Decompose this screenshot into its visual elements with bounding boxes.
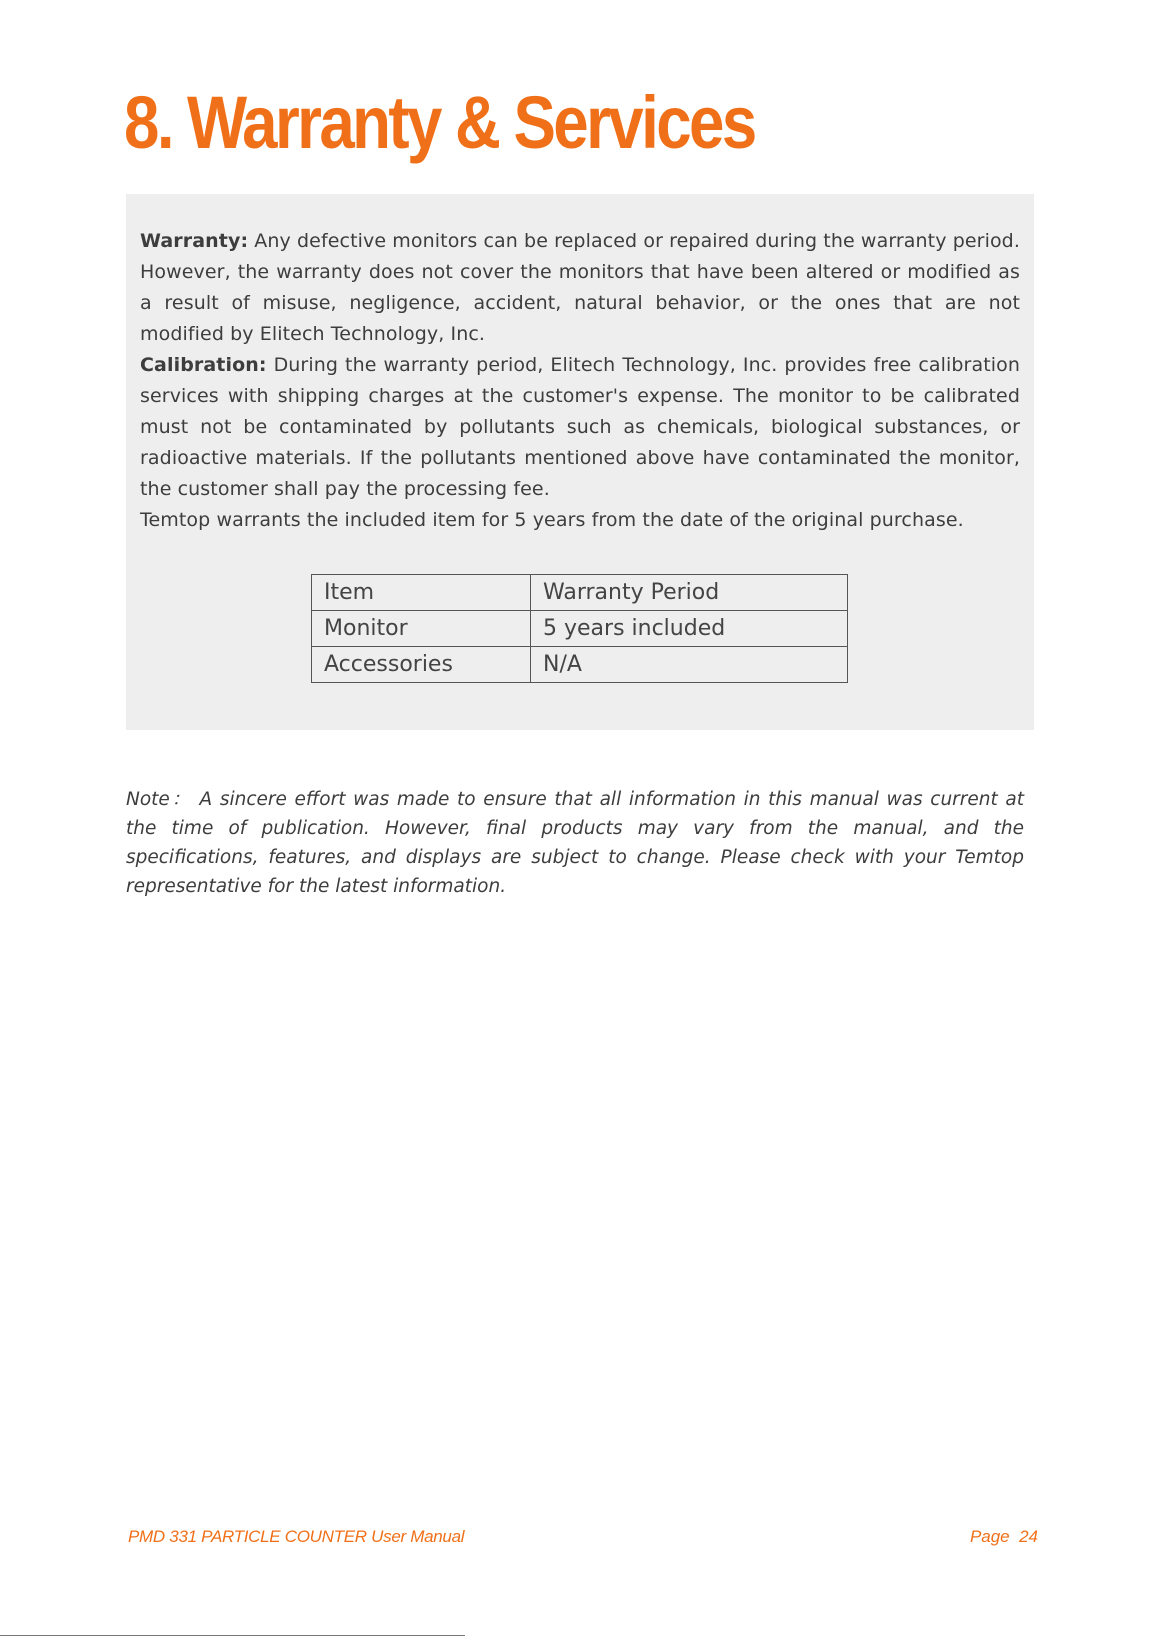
bottom-rule [0, 1635, 465, 1636]
table-cell-item: Monitor [312, 611, 531, 647]
page-title: 8. Warranty & Services [124, 81, 755, 164]
table-row [312, 647, 848, 683]
footer-manual-name: PMD 331 PARTICLE COUNTER User Manual [128, 1527, 465, 1546]
calibration-lead: Calibration: [140, 354, 267, 376]
calibration-paragraph [140, 350, 1020, 505]
table-cell-item: Accessories [312, 647, 531, 683]
table-cell-period: N/A [531, 647, 848, 683]
table-header-item: Item [312, 575, 531, 611]
note-paragraph: Note： A sincere effort was made to ensure that all information in this manual was current at the time of publication. However, final products may vary from the manual, and the specifications, features, and displays are subject to change. Please check with your Temtop representative for the latest information. [126, 789, 1024, 897]
warranty-text: Any defective monitors can be replaced or repaired during the warranty period. However, the warranty does not cover the monitors that have been altered or modified as a result of misuse, negligence, accident, natural behavior, or the ones that are not modified by Elitech Technology, Inc. [140, 230, 1020, 345]
table-cell-period: 5 years included [531, 611, 848, 647]
warranty-table [311, 574, 848, 683]
warranty-paragraph [140, 226, 1020, 350]
table-row [312, 611, 848, 647]
table-row [312, 575, 848, 611]
warranty-lead: Warranty: [140, 230, 249, 252]
calibration-text: During the warranty period, Elitech Technology, Inc. provides free calibration services with shipping charges at the customer's expense. The monitor to be calibrated must not be contaminated by pollutants such as chemicals, biological substances, or radioactive materials. If the pollutants mentioned above have contaminated the monitor, the customer shall pay the processing fee. [140, 354, 1020, 500]
table-header-period: Warranty Period [531, 575, 848, 611]
warranty-panel [126, 194, 1034, 730]
warranty-statement: Temtop warrants the included item for 5 years from the date of the original purchase. [140, 509, 964, 531]
footer-page-number: Page 24 [969, 1527, 1038, 1546]
